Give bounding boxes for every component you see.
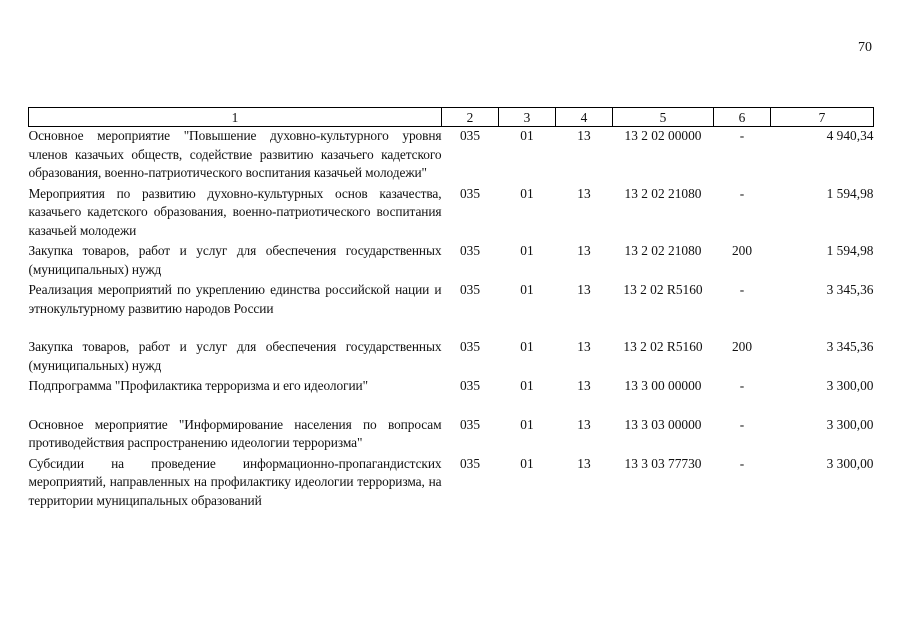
row-expense-type: - [739, 185, 745, 201]
row-section: 01 [520, 339, 534, 354]
row-name: Основное мероприятие "Информирование населения по вопросам противодействия распространению идеологии терроризма" [28, 416, 442, 450]
row-name: Основное мероприятие "Повышение духовно-культурного уровня членов казачьих обществ, содействие развитию казачьего кадетского образования, военно-патриотического воспитания казачьей молодежи" [28, 128, 442, 180]
row-target-code: 13 3 03 00000 [624, 416, 702, 432]
row-admin-code: 035 [459, 185, 481, 201]
row-target-code: 13 2 02 R5160 [623, 339, 703, 354]
row-amount: 3 345,36 [826, 282, 874, 297]
table-row [29, 416, 874, 455]
table-row [29, 377, 874, 416]
header-col-4: 4 [556, 108, 613, 127]
header-col-3: 3 [499, 108, 556, 127]
row-admin-code: 035 [459, 455, 481, 471]
row-admin-code: 035 [459, 128, 481, 143]
header-col-7: 7 [771, 108, 874, 127]
row-name: Закупка товаров, работ и услуг для обеспечения государственных (муниципальных) нужд [28, 339, 442, 373]
row-section: 01 [520, 455, 534, 471]
row-expense-type: - [739, 455, 745, 471]
row-section: 01 [520, 128, 534, 143]
row-expense-type: 200 [731, 243, 753, 258]
row-admin-code: 035 [459, 243, 481, 258]
row-target-code: 13 3 00 00000 [624, 378, 702, 393]
row-section: 01 [520, 185, 534, 201]
row-amount: 4 940,34 [826, 128, 874, 143]
row-name: Мероприятия по развитию духовно-культурных основ казачества, казачьего кадетского образования, военно-патриотического воспитания казачьей молодежи [28, 185, 442, 238]
table-row [29, 185, 874, 243]
row-amount: 3 345,36 [826, 339, 874, 354]
row-target-code: 13 2 02 21080 [624, 185, 702, 201]
row-subsection: 13 [577, 455, 591, 471]
header-col-1: 1 [29, 108, 442, 127]
row-expense-type: - [739, 378, 745, 393]
row-subsection: 13 [577, 416, 591, 432]
row-subsection: 13 [577, 243, 591, 258]
row-name: Реализация мероприятий по укреплению единства российской нации и этнокультурному развитию народов России [28, 282, 442, 316]
budget-table [28, 107, 874, 512]
row-subsection: 13 [577, 339, 591, 354]
table-row [29, 281, 874, 338]
row-admin-code: 035 [459, 416, 481, 432]
row-expense-type: 200 [731, 339, 753, 354]
row-section: 01 [520, 416, 534, 432]
header-row [29, 108, 874, 127]
row-target-code: 13 3 03 77730 [624, 455, 702, 471]
row-target-code: 13 2 02 R5160 [623, 282, 703, 297]
row-expense-type: - [739, 128, 745, 143]
page-number: 70 [858, 40, 872, 55]
row-admin-code: 035 [459, 378, 481, 393]
row-subsection: 13 [577, 128, 591, 143]
row-section: 01 [520, 282, 534, 297]
row-target-code: 13 2 02 21080 [624, 243, 702, 258]
row-section: 01 [520, 378, 534, 393]
row-expense-type: - [739, 416, 745, 432]
table-row [29, 127, 874, 185]
row-expense-type: - [739, 282, 745, 297]
table-row [29, 338, 874, 377]
row-name: Субсидии на проведение информационно-пропагандистских мероприятий, направленных на профилактику идеологии терроризма, на территории муниципальных образований [28, 455, 442, 508]
row-amount: 3 300,00 [826, 455, 874, 471]
table-row [29, 455, 874, 513]
table-row [29, 242, 874, 281]
row-amount: 3 300,00 [826, 378, 874, 393]
row-subsection: 13 [577, 378, 591, 393]
row-subsection: 13 [577, 282, 591, 297]
row-admin-code: 035 [459, 339, 481, 354]
header-col-5: 5 [613, 108, 714, 127]
row-amount: 3 300,00 [826, 416, 874, 432]
row-subsection: 13 [577, 185, 591, 201]
header-col-6: 6 [714, 108, 771, 127]
row-section: 01 [520, 243, 534, 258]
row-amount: 1 594,98 [826, 243, 874, 258]
row-name: Подпрограмма "Профилактика терроризма и его идеологии" [28, 378, 368, 393]
row-target-code: 13 2 02 00000 [624, 128, 702, 143]
row-admin-code: 035 [459, 282, 481, 297]
row-amount: 1 594,98 [826, 185, 874, 201]
header-col-2: 2 [442, 108, 499, 127]
row-name: Закупка товаров, работ и услуг для обеспечения государственных (муниципальных) нужд [28, 243, 442, 277]
